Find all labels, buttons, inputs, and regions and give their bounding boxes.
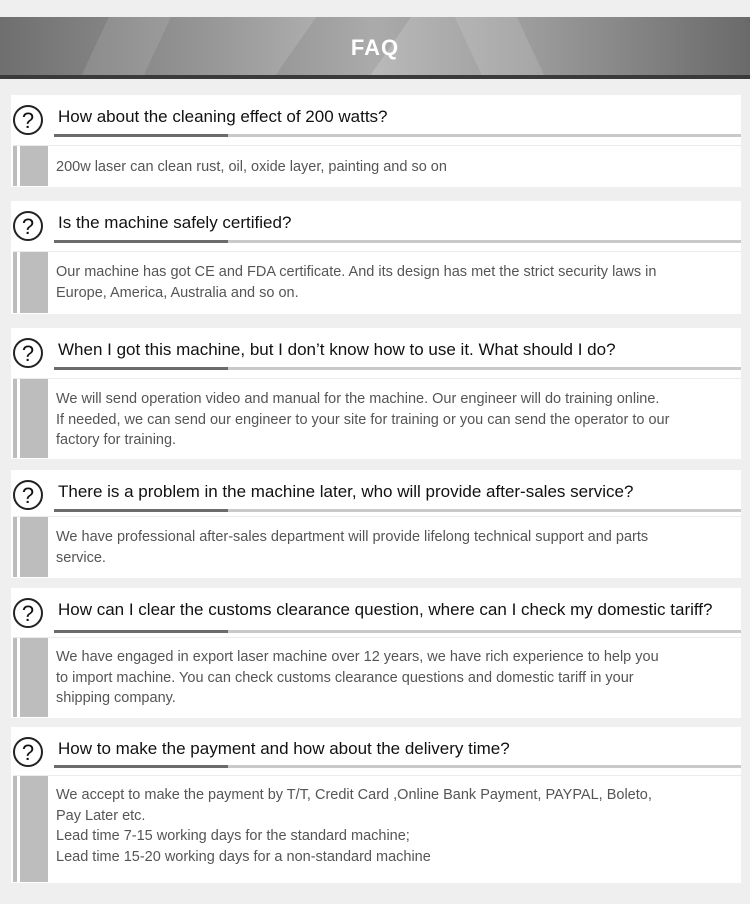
faq-title: FAQ [350,35,400,60]
question-mark-icon: ? [13,338,43,368]
faq-answer-box [13,145,741,186]
answer-line: Our machine has got CE and FDA certificate. And its design has met the strict security laws in [56,264,657,280]
question-mark-icon: ? [13,211,43,241]
faq-item [11,95,741,187]
answer-line: We have engaged in export laser machine over 12 years, we have rich experience to help you [56,649,659,665]
answer-line: Europe, America, Australia and so on. [56,284,299,301]
faq-answer-box [13,516,741,577]
question-underline [54,367,741,370]
faq-answer-box [13,637,741,717]
faq-answer-box [13,378,741,458]
faq-question: How about the cleaning effect of 200 watts? [58,107,388,126]
answer-line: Lead time 15-20 working days for a non-standard machine [56,848,431,865]
faq-item [11,201,741,314]
faq-item [11,588,741,718]
faq-question: Is the machine safely certified? [58,213,292,232]
faq-question: When I got this machine, but I don’t know how to use it. What should I do? [58,340,616,359]
faq-question: How can I clear the customs clearance question, where can I check my domestic tariff? [58,600,713,619]
faq-item [11,727,741,883]
answer-line: shipping company. [56,690,176,706]
faq-answer-box [13,775,741,882]
answer-line: service. [56,549,106,566]
question-underline [54,134,741,137]
answer-line: If needed, we can send our engineer to your site for training or you can send the operator to our [56,411,670,428]
faq-question: How to make the payment and how about the delivery time? [58,739,510,758]
answer-line: to import machine. You can check customs clearance questions and domestic tariff in your [56,669,634,686]
question-mark-icon: ? [13,480,43,510]
banner-divider [0,75,750,79]
faq-answer-box [13,251,741,313]
question-mark-icon: ? [13,105,43,135]
question-underline [54,765,741,768]
answer-line: Lead time 7-15 working days for the standard machine; [56,828,410,844]
faq-banner [0,17,750,75]
answer-line: We accept to make the payment by T/T, Credit Card ,Online Bank Payment, PAYPAL, Boleto, [56,787,652,803]
answer-line: We will send operation video and manual for the machine. Our engineer will do training online. [56,391,660,407]
faq-item [11,328,741,459]
answer-line: We have professional after-sales department will provide lifelong technical support and parts [56,529,649,545]
faq-question: There is a problem in the machine later, who will provide after-sales service? [58,482,634,501]
question-mark-icon: ? [13,598,43,628]
question-underline [54,240,741,243]
question-mark-icon: ? [13,737,43,767]
question-underline [54,630,741,633]
answer-line: 200w laser can clean rust, oil, oxide layer, painting and so on [56,159,447,175]
answer-line: Pay Later etc. [56,807,146,824]
answer-line: factory for training. [56,432,177,448]
question-underline [54,509,741,512]
faq-item [11,470,741,578]
